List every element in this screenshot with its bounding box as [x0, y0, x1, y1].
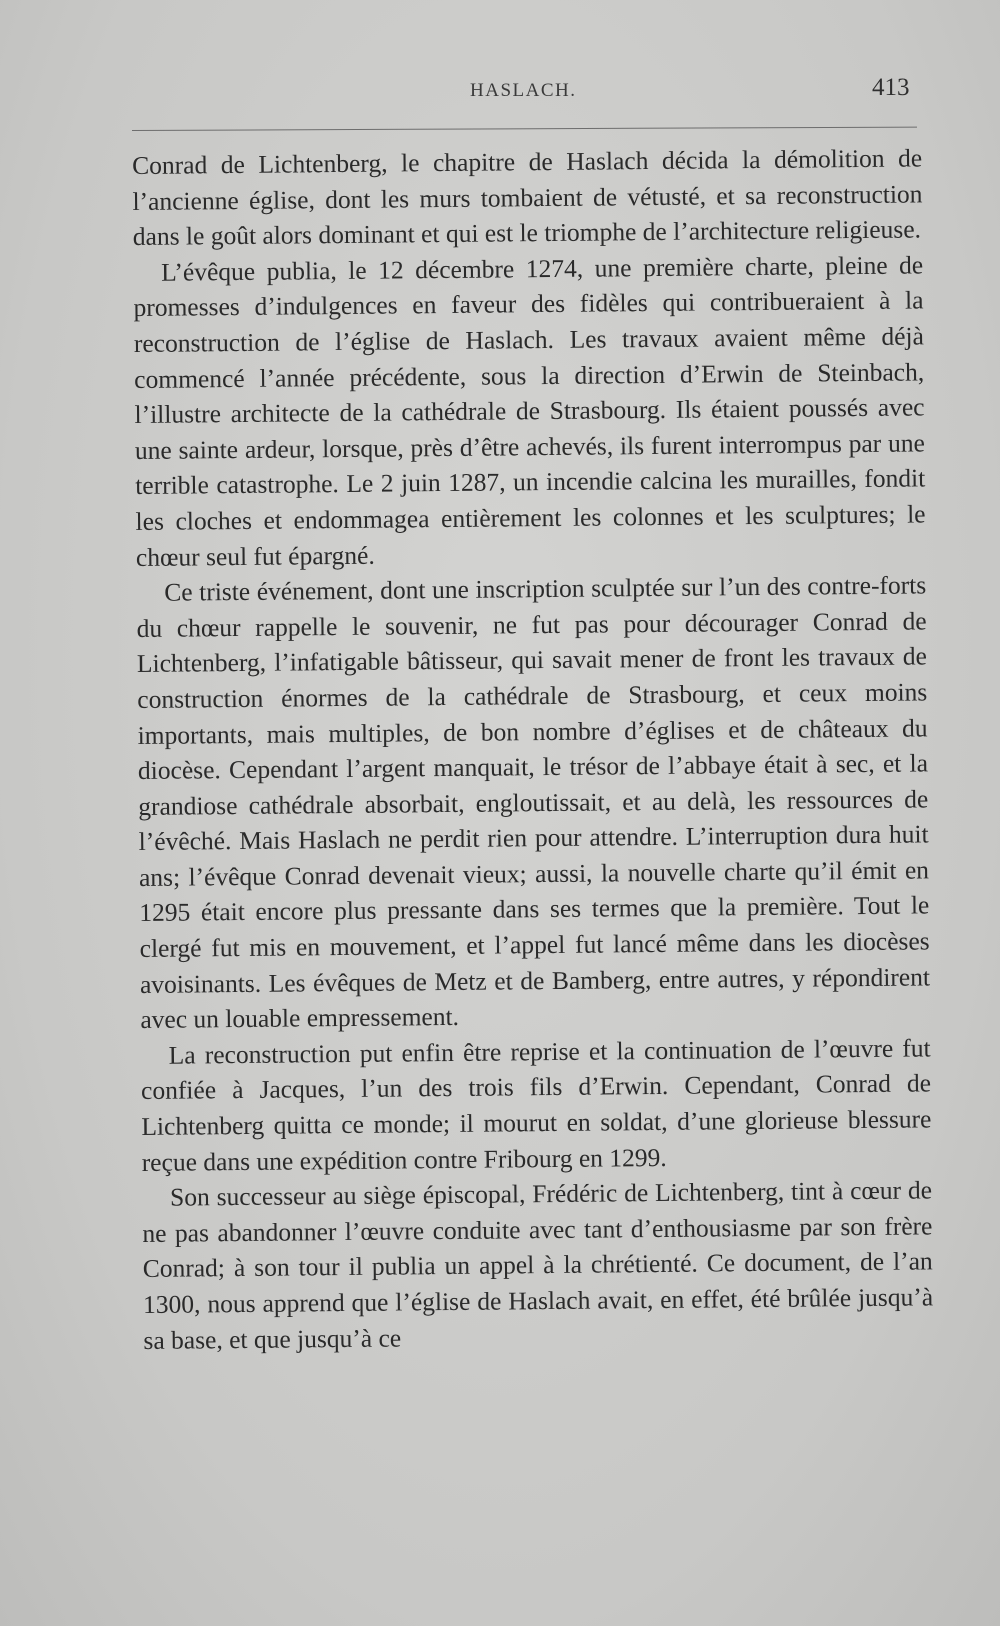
running-title: HASLACH. — [470, 80, 577, 101]
page-number: 413 — [872, 74, 910, 101]
paragraph: Ce triste événement, dont une inscription sculptée sur l’un des contre-forts du chœur rappelle le souvenir, ne fut pas pour décourager Conrad de Lichtenberg, l’infatigable bâtisseur, qui savait mener de front les travaux de construction énormes de la cathédrale de Strasbourg, et ceux moins importants, mais multiples, de bon nombre d’églises et de châteaux du diocèse. Cependant l’argent manquait, le trésor de l’abbaye était à sec, et la grandiose cathédrale absorbait, engloutissait, et au delà, les ressources de l’évêché. Mais Haslach ne perdit rien pour attendre. L’interruption dura huit ans; l’évêque Conrad devenait vieux; aussi, la nouvelle charte qu’il émit en 1295 était encore plus pressante dans ses termes que la première. Tout le clergé fut mis en mouvement, et l’appel fut lancé même dans les diocèses avoisinants. Les évêques de Metz et de Bamberg, entre autres, y répondirent avec un louable empressement. — [136, 570, 931, 1035]
header-rule — [132, 127, 917, 131]
paragraph: La reconstruction put enfin être reprise et la continuation de l’œuvre fut confiée à Jacques, l’un des trois fils d’Erwin. Cependant, Conrad de Lichtenberg quitta ce monde; il mourut en soldat, d’une glorieuse blessure reçue dans une expédition contre Fribourg en 1299. — [140, 1033, 932, 1177]
paragraph: L’évêque publia, le 12 décembre 1274, une première charte, pleine de promesses d’indulgences en faveur des fidèles qui contribueraient à la reconstruction de l’église de Haslach. Les travaux avaient même déjà commencé l’année précédente, sous la direction d’Erwin de Steinbach, l’illustre architecte de la cathédrale de Strasbourg. Ils étaient poussés avec une sainte ardeur, lorsque, près d’être achevés, ils furent interrompus par une terrible catastrophe. Le 2 juin 1287, un incendie calcina les murailles, fondit les cloches et endommagea entièrement les colonnes et les sculptures; le chœur seul fut épargné. — [133, 250, 926, 572]
paragraph: Son successeur au siège épiscopal, Frédéric de Lichtenberg, tint à cœur de ne pas abandonner l’œuvre conduite avec tant d’enthousiasme par son frère Conrad; à son tour il publia un appel à la chrétienté. Ce document, de l’an 1300, nous apprend que l’église de Haslach avait, en effet, été brûlée jusqu’à sa base, et que jusqu’à ce — [142, 1175, 934, 1355]
running-head — [0, 74, 1000, 108]
paragraph: Conrad de Lichtenberg, le chapitre de Haslach décida la démolition de l’ancienne église, dont les murs tombaient de vétusté, et sa reconstruction dans le goût alors dominant et qui est le triomphe de l’architecture religieuse. — [132, 143, 923, 252]
body-text — [132, 140, 934, 1358]
